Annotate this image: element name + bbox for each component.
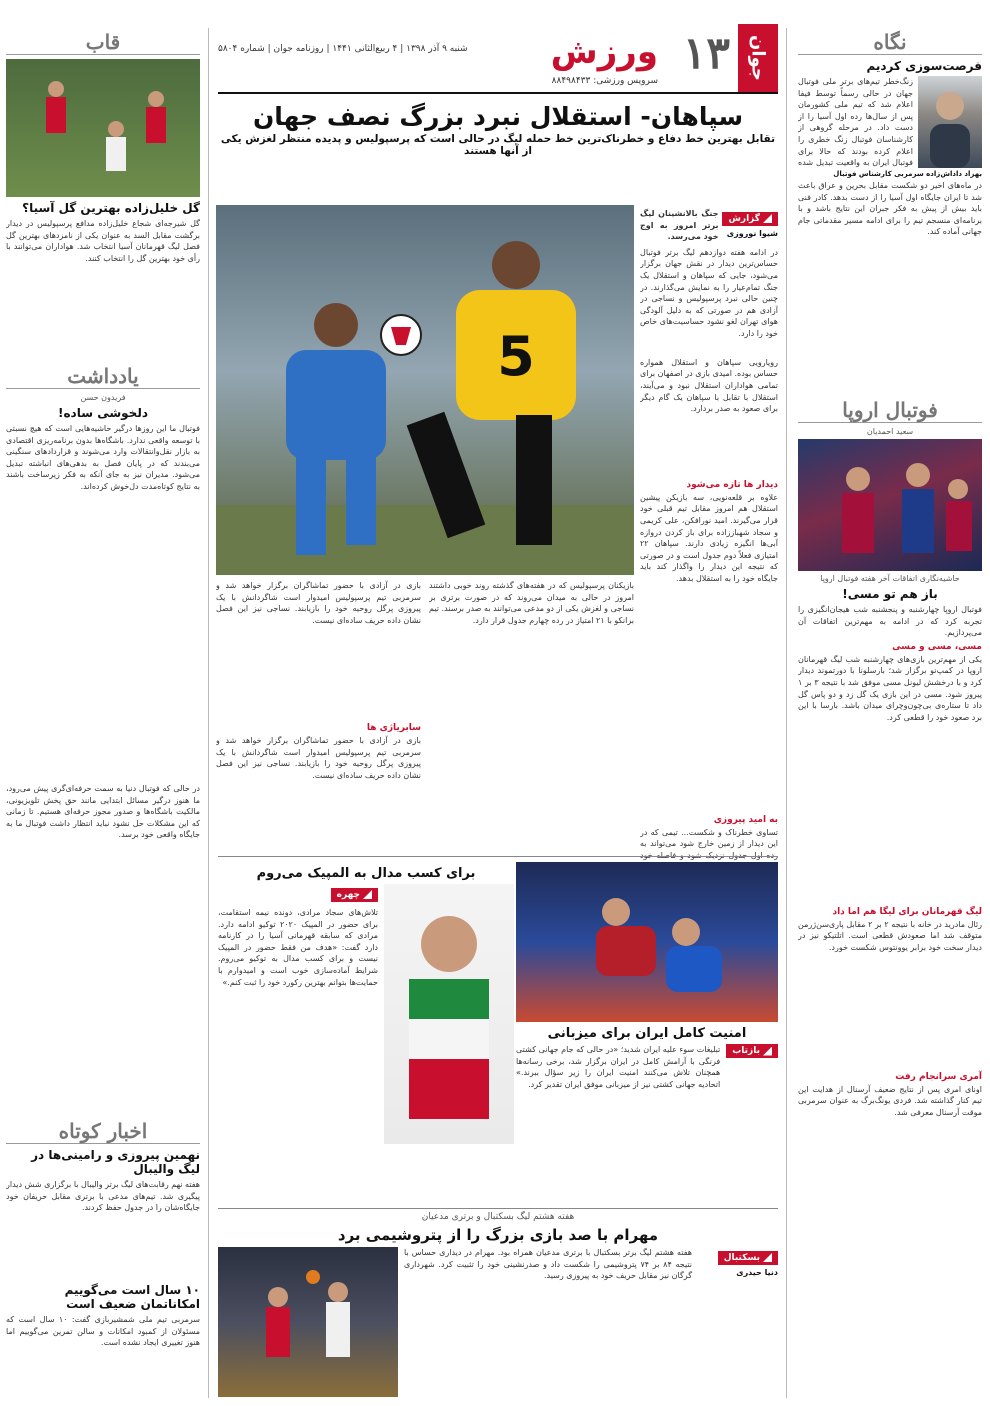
- europe-subhead-3: آمری سرانجام رفت: [895, 1071, 982, 1082]
- newspaper-logo: جوان: [738, 24, 778, 92]
- news-1-body: هفته نهم رقابت‌های لیگ برتر والیبال با برگزاری شش دیدار پیگیری شد. تیم‌های مدعی با برتری مقابل حریفان خود جایگاه‌شان را در جدول حفظ کردند.: [6, 1180, 200, 1213]
- main-author: شیوا نوروزی: [726, 229, 778, 238]
- main-column: [212, 0, 784, 1406]
- main-headline: سپاهان- استقلال نبرد بزرگ نصف جهان: [252, 102, 744, 131]
- olympic-body: تلاش‌های سجاد مرادی، دونده نیمه استقامت، برای حضور در المپیک ۲۰۲۰ توکیو ادامه دارد. مرادی که سابقه قهرمانی آسیا را در کارنامه دارد گفت: «هدف من فقط حضور در المپیک نیست و برای کسب مدال به توکیو می‌روم. شرایط آماده‌سازی خوب است و امیدوارم با حمایت‌ها بتوانم بهترین رکورد خود را ثبت کنم.»: [218, 908, 378, 987]
- goal-title: گل خلیل‌زاده بهترین گل آسیا؟: [22, 201, 200, 215]
- right-article-body: در ماه‌های اخیر دو شکست مقابل بحرین و عراق باعث شد تا ایران جایگاه اول آسیا را از دست بدهد. کادر فنی باید بیش از پیش به فکر جبران این نتایج باشد و با برنامه‌ای منسجم تیم را برای ادامه مسیر مقدماتی جام جهانی آماده کند.: [798, 181, 982, 237]
- section-label-news: اخبار کوتاه: [6, 1119, 200, 1144]
- basket-title: مهرام با صد بازی بزرگ را از پتروشیمی برد: [337, 1226, 659, 1244]
- left-column: [0, 0, 206, 1406]
- basket-kicker: هفته هشتم لیگ بسکتبال و برتری مدعیان: [421, 1212, 575, 1222]
- main-body-5: بازیکنان پرسپولیس که در هفته‌های گذشته روند خوبی داشتند امروز در حالی به میدان می‌روند که در صورت برتری بر نساجی و لغزش یکی از دو مدعی می‌توانند به صدر برسند. تیم برانکو با ۲۱ امتیاز در رده چهارم جدول قرار دارد.: [429, 581, 634, 625]
- europe-intro: فوتبال اروپا چهارشنبه و پنجشنبه شب هیجان‌انگیزی را تجربه کرد که در ادامه به مهم‌ترین اتفاقات آن می‌پردازیم.: [798, 605, 982, 638]
- svg-text:5: 5: [497, 325, 535, 388]
- main-subhead-1: دیدار ها تازه می‌شود: [686, 479, 778, 490]
- issue-date: شنبه ۹ آذر ۱۳۹۸ | ۴ ربیع‌الثانی ۱۴۴۱ | روزنامه جوان | شماره ۵۸۰۴: [218, 44, 468, 54]
- athlete-icon: [384, 884, 514, 1144]
- person-silhouette-icon: [918, 76, 982, 168]
- main-subhead-2: به امید پیروزی: [713, 814, 778, 825]
- europe-subhead-1: مسی، مسی و مسی: [892, 641, 982, 652]
- column-divider: [208, 28, 209, 1398]
- europe-kicker: حاشیه‌نگاری اتفاقات آخر هفته فوتبال اروپا: [820, 574, 960, 583]
- main-body-6b: بازی در آزادی با حضور تماشاگران برگزار خواهد شد و سرمربی تیم پرسپولیس امیدوار است شاگردانش با یک پیروزی پرگل روحیه خود را بازیابند. نساجی نیز این فصل نشان داده حریف ساده‌ای نیست.: [216, 736, 421, 780]
- basketball-tag: بسکتبال: [718, 1251, 778, 1265]
- news-2-title: ۱۰ سال است می‌گوییم امکاناتمان ضعیف است: [64, 1283, 200, 1311]
- right-article-intro: زنگ‌خطر تیم‌های برتر ملی فوتبال جهان در حالی رسماً توسط فیفا اعلام شد که تیم ملی کشورمان پس از سال‌ها رده اول آسیا را از دست داد. در مرحله گروهی از کارشناسان فوتبال زنگ خطری را اعلام کرده بودند که حالا برای فوتبال ایران به واقعیت تبدیل شده: [798, 77, 913, 168]
- security-body: تبلیغات سوء علیه ایران شدید؛ «در حالی که جام جهانی کشتی فرنگی با آرامش کامل در ایران برگزار شد، برخی رسانه‌ها همچنان تلاش می‌کنند امنیت ایران را زیر سؤال ببرند.» اتحادیه جهانی کشتی نیز از میزبانی موفق ایران تقدیر کرد.: [516, 1045, 721, 1089]
- europe-author: سعید احمدیان: [866, 427, 914, 436]
- basketball-story: [218, 1212, 778, 1397]
- tag-arrow-icon: [363, 890, 372, 899]
- wrestlers-icon: [516, 862, 778, 1022]
- note-author: فریدون حسن: [80, 393, 126, 402]
- column-divider: [786, 28, 787, 1398]
- tag-arrow-icon: [763, 214, 772, 223]
- main-body-3: علاوه بر قلعه‌نویی، سه بازیکن پیشین استقلال هم امروز مقابل تیم قبلی خود قرار می‌گیرند. امید نورافکن، علی کریمی و سجاد شهباززاده برای باز کردن دروازه آبی‌ها انگیزه زیادی دارند. سپاهان ۲۲ امتیازی فعلاً دوم جدول است و در صورتی که نتیجه این دیدار را واگذار کند باید جایگاه خود را به استقلال بدهد.: [640, 492, 778, 583]
- news-1-title: نهمین پیروزی و رامینی‌ها در لیگ والیبال: [31, 1148, 200, 1176]
- reflection-tag: بازتاب: [726, 1044, 778, 1058]
- main-subheadline: تقابل بهترین خط دفاع و خطرناک‌ترین خط حمله لیگ در حالی است که پرسپولیس و پدیده منتظر لغزش یکی از آنها هستند: [220, 133, 776, 157]
- note-title: دلخوشی ساده!: [58, 406, 148, 420]
- main-subhead-3: سابریاژی ها: [366, 723, 421, 733]
- goal-photo: [6, 59, 200, 197]
- main-body-6: بازی در آزادی با حضور تماشاگران برگزار خواهد شد و سرمربی تیم پرسپولیس امیدوار است شاگردانش با یک پیروزی پرگل روحیه خود را بازیابند. نساجی نیز این فصل نشان داده حریف ساده‌ای نیست.: [216, 581, 421, 625]
- olympic-story: [218, 862, 514, 1144]
- news-2-body: سرمربی تیم ملی شمشیربازی گفت: ۱۰ سال است که مسئولان از کمبود امکانات و سالن تمرین می‌گوییم اما هنوز تغییری ایجاد نشده است.: [6, 1315, 200, 1348]
- main-lead: جنگ بالانشینان لیگ برتر امروز به اوج خود می‌رسد.: [640, 209, 719, 242]
- page-number: ١٣: [682, 28, 730, 79]
- europe-title: باز هم تو مسی!: [842, 587, 938, 601]
- football-goal-icon: [6, 59, 200, 197]
- europe-body-3: رئال مادرید در خانه با نتیجه ۲ بر ۲ مقابل پاری‌سن‌ژرمن متوقف شد اما صعودش قطعی است. اتلتیکو نیز در دیدار سخت خود برابر یوونتوس شکست خورد.: [798, 919, 982, 952]
- football-players-icon: [216, 205, 634, 575]
- right-column: [790, 0, 990, 1406]
- columnist-photo: [918, 76, 982, 168]
- security-title: امنیت کامل ایران برای میزبانی: [547, 1026, 747, 1041]
- section-label-negah: نگاه: [798, 30, 982, 55]
- tag-arrow-icon: [763, 1047, 772, 1056]
- main-body-4: تساوی خطرناک و شکست... تیمی که در این دیدار از زمین خارج شود می‌تواند به: [640, 827, 778, 849]
- goal-body: گل شیرجه‌ای شجاع خلیل‌زاده مدافع پرسپولیس در دیدار برگشت مقابل السد به عنوان یکی از نامزدهای بهترین گل فصل لیگ قهرمانان آسیا انتخاب شد. هواداران می‌توانند با رأی خود بهترین گل را انتخاب کنند.: [6, 219, 200, 263]
- main-story-bottom: [216, 580, 634, 840]
- columnist-name: بهزاد داداش‌زاده سرمربی کارشناس فوتبال: [833, 170, 982, 178]
- main-story-sidebar: [640, 208, 778, 887]
- athlete-photo: [384, 884, 514, 1144]
- basket-body: هفته هشتم لیگ برتر بسکتبال با برتری مدعیان همراه بود. مهرام در دیداری حساس با نتیجه ۸۴ بر ۷۴ پتروشیمی را شکست داد و صدرنشینی خود را تثبیت کرد. شهرداری گرگان نیز مقابل حریف خود به پیروزی رسید.: [404, 1248, 692, 1281]
- europe-body-2: یکی از مهم‌ترین بازی‌های چهارشنبه شب لیگ قهرمانان اروپا در کمپ‌نو برگزار شد؛ بارسلونا با دورتموند دیدار کرد و با درخشش لیونل مسی موفق شد با نتیجه ۳ بر ۱ پیروز شود. مسی در این بازی یک گل زد و دو پاس گل داد تا ستاره‌ی بی‌چون‌وچرای میدان باشد. بارسا با این برد صعود خود را قطعی کرد.: [798, 654, 982, 722]
- basket-author: دنیا حیدری: [736, 1268, 778, 1277]
- players-celebrating-icon: [798, 439, 982, 571]
- section-label-qab: قاب: [6, 30, 200, 55]
- divider: [218, 1208, 778, 1209]
- report-tag: گزارش: [722, 212, 778, 226]
- note-body-2: در حالی که فوتبال دنیا به سمت حرفه‌ای‌گری پیش می‌رود، ما هنوز درگیر مسائل ابتدایی مانند حق پخش تلویزیونی، مالکیت باشگاه‌ها و صدور مجوز حرفه‌ای هستیم. تا زمانی که این مشکلات حل نشود نباید انتظار داشت فوتبال ما به جایگاه واقعی خود برسد.: [6, 784, 200, 840]
- europe-photo: [798, 439, 982, 571]
- note-body: فوتبال ما این روزها درگیر حاشیه‌هایی است که هیچ نسبتی با توسعه واقعی ندارد. باشگاه‌ها بدون برنامه‌ریزی اقتصادی به بازار نقل‌وانتقالات وارد می‌شوند و قراردادهای سنگینی می‌بندند که در پایان فصل به بدهی‌های انباشته تبدیل می‌شود. مدیران نیز به جای آنکه به فکر زیرساخت باشند به نتایج کوتاه‌مدت دل‌خوش کرده‌اند.: [6, 424, 200, 491]
- section-label-note: یادداشت: [6, 364, 200, 389]
- security-story: [516, 862, 778, 1194]
- right-article-title: فرصت‌سوزی کردیم: [866, 59, 982, 73]
- section-label-europe: فوتبال اروپا: [798, 398, 982, 423]
- main-body-2: رویارویی سپاهان و استقلال همواره حساس بوده. امیدی بازی در اصفهان برای تمامی هواداران استقلال نبود و می‌آیند، استقلال با تقابل با سپاهان یک گام دیگر برای صعود به صدر بردارد.: [640, 357, 778, 414]
- europe-body-4: اونای امری پس از نتایج ضعیف آرسنال از هدایت این تیم کنار گذاشته شد. فردی یونگ‌برگ به عنوان سرمربی موقت آرسنال معرفی شد.: [798, 1084, 982, 1117]
- face-tag: چهره: [331, 888, 378, 902]
- section-phone: سرویس ورزشی: ۸۸۴۹۸۴۳۳: [551, 76, 658, 86]
- olympic-title: برای کسب مدال به المپیک می‌روم: [256, 866, 476, 881]
- europe-subhead-2: لیگ قهرمانان برای لیگا هم اما داد: [832, 906, 982, 917]
- page-header: [218, 24, 778, 94]
- section-title: ورزش: [550, 32, 658, 72]
- basketball-players-icon: [218, 1247, 398, 1397]
- tag-arrow-icon: [763, 1253, 772, 1262]
- divider: [218, 856, 778, 857]
- main-photo: [216, 205, 634, 575]
- main-body-1: در ادامه هفته دوازدهم لیگ برتر فوتبال حساس‌ترین دیدار در نقش جهان برگزار می‌شود، جایی که سپاهان و استقلال یک جنگ تمام‌عیار را به نمایش می‌گذارند. در چنین حالی نبرد پرسپولیس و نساجی در آزادی هم در صورتی که به دلیل آلودگی هوای تهران لغو نشود حساسیت‌های خاص خود را دارد.: [640, 247, 778, 338]
- wrestling-photo: [516, 862, 778, 1022]
- basketball-photo: [218, 1247, 398, 1397]
